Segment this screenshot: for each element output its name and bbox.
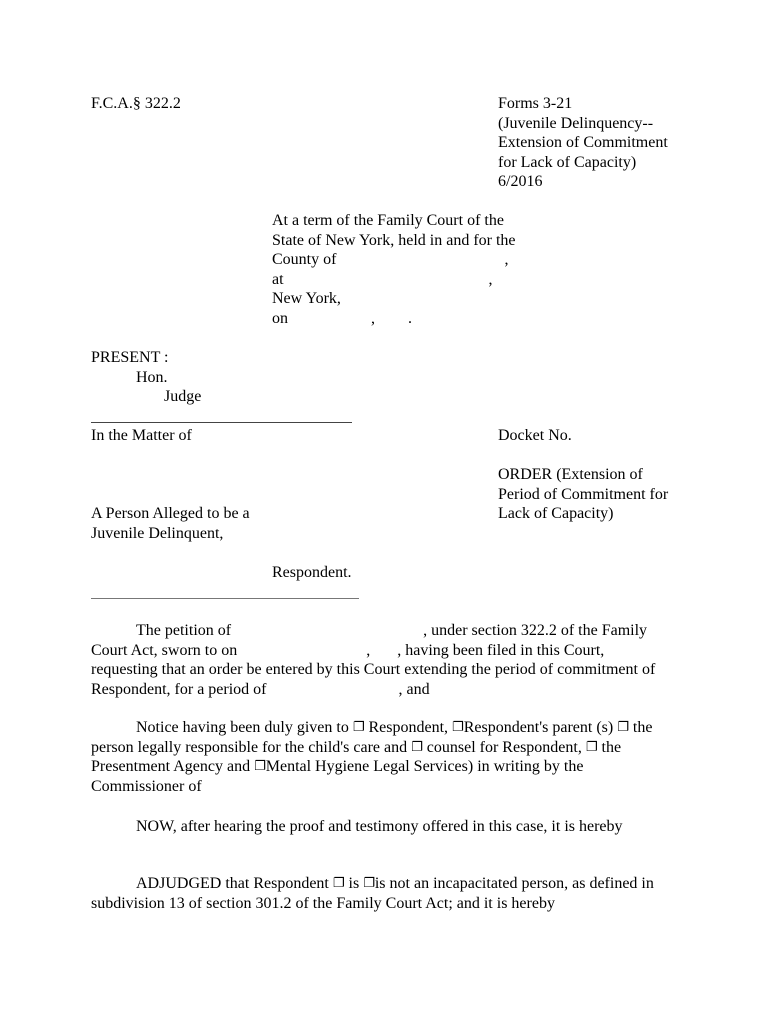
form-line: for Lack of Capacity) bbox=[498, 153, 637, 171]
form-line: 6/2016 bbox=[498, 173, 543, 191]
present-label: PRESENT : bbox=[91, 349, 169, 366]
alleged-line: Juvenile Delinquent, bbox=[91, 524, 224, 542]
petition-line-3: requesting that an order be entered by this Court extending the period of commitment of bbox=[91, 661, 656, 679]
location-line bbox=[272, 270, 516, 290]
petition-line-2: Court Act, sworn to on , , having been filed in this Court, bbox=[91, 641, 605, 659]
matter-label: In the Matter of bbox=[91, 427, 192, 444]
notice-line-1: Notice having been duly given to ❐ Respondent, ❐Respondent's parent (s) ❐ the bbox=[136, 719, 653, 736]
notice-paragraph bbox=[91, 718, 681, 796]
date-label: on bbox=[272, 309, 288, 327]
parent-checkbox[interactable]: ❐ bbox=[452, 720, 464, 735]
adjudged-paragraph bbox=[91, 874, 681, 913]
court-term-block bbox=[272, 211, 516, 329]
adjudged-line-2: subdivision 13 of section 301.2 of the Family Court Act; and it is hereby bbox=[91, 894, 555, 912]
form-line: Forms 3-21 bbox=[498, 95, 573, 112]
county-line bbox=[272, 250, 516, 270]
hon-label: Hon. bbox=[136, 369, 168, 386]
date-comma: , bbox=[371, 309, 375, 327]
presentment-agency-checkbox[interactable]: ❐ bbox=[585, 739, 598, 755]
date-line bbox=[272, 309, 516, 329]
judge-label: Judge bbox=[164, 388, 202, 405]
order-title-line: Period of Commitment for bbox=[498, 485, 669, 503]
caption-top-rule bbox=[91, 422, 352, 423]
caption-bottom-rule bbox=[91, 598, 359, 599]
petition-line-1: The petition of , under section 322.2 of the Family bbox=[136, 622, 648, 639]
notice-line-2: person legally responsible for the child's care and ❐ counsel for Respondent, ❐ the bbox=[91, 738, 622, 756]
is-checkbox[interactable]: ❐ bbox=[332, 876, 345, 891]
petition-paragraph bbox=[91, 621, 681, 699]
form-line: Extension of Commitment bbox=[498, 134, 668, 152]
counsel-checkbox[interactable]: ❐ bbox=[411, 739, 423, 755]
notice-line-3: Presentment Agency and ❐Mental Hygiene Legal Services) in writing by the bbox=[91, 758, 584, 776]
date-period: . bbox=[408, 309, 412, 327]
court-term-line: New York, bbox=[272, 290, 341, 308]
is-not-checkbox[interactable]: ❐ bbox=[363, 876, 375, 891]
order-title-line: Lack of Capacity) bbox=[498, 505, 614, 523]
responsible-person-checkbox[interactable]: ❐ bbox=[617, 720, 629, 735]
petition-line-4: Respondent, for a period of , and bbox=[91, 680, 430, 698]
form-line: (Juvenile Delinquency-- bbox=[498, 114, 654, 132]
alleged-line: A Person Alleged to be a bbox=[91, 505, 250, 522]
mental-hygiene-checkbox[interactable]: ❐ bbox=[254, 759, 266, 775]
respondent-checkbox[interactable]: ❐ bbox=[352, 720, 365, 735]
adjudged-line-1: ADJUDGED that Respondent ❐ is ❐is not an incapacitated person, as defined in bbox=[136, 875, 654, 892]
hearing-line: NOW, after hearing the proof and testimony offered in this case, it is hereby bbox=[136, 818, 623, 835]
alleged-block bbox=[91, 504, 250, 543]
location-label: at bbox=[272, 270, 284, 288]
order-title bbox=[498, 465, 668, 524]
court-term-line: State of New York, held in and for the bbox=[272, 231, 516, 249]
court-term-line: At a term of the Family Court of the bbox=[272, 212, 504, 229]
hearing-paragraph bbox=[91, 817, 681, 837]
notice-line-4: Commissioner of bbox=[91, 777, 202, 795]
county-comma: , bbox=[504, 251, 509, 269]
docket-label: Docket No. bbox=[498, 427, 572, 444]
statute-reference: F.C.A.§ 322.2 bbox=[91, 95, 181, 112]
county-label: County of bbox=[272, 251, 337, 269]
form-number-block bbox=[498, 94, 668, 192]
order-title-line: ORDER (Extension of bbox=[498, 466, 643, 483]
respondent-label: Respondent. bbox=[272, 564, 352, 581]
location-comma: , bbox=[488, 270, 493, 288]
